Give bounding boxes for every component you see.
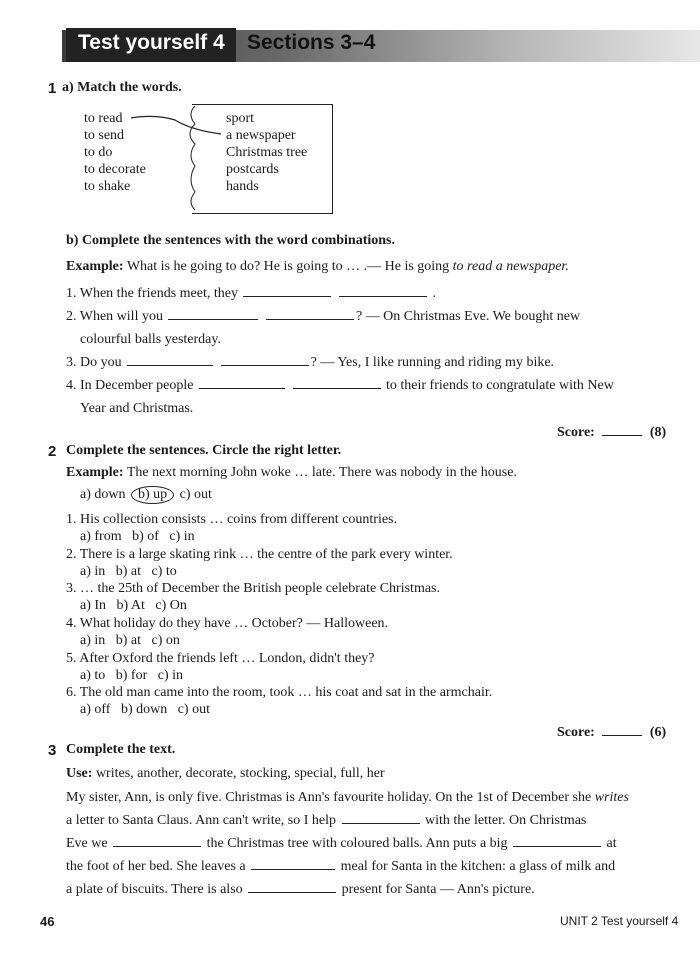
sentence-1-text: 1. When the friends meet, they [66, 286, 238, 301]
sentence-3-text-end: ? — Yes, I like running and riding my bike. [310, 355, 555, 370]
match-left-word: to read [84, 111, 123, 126]
exercise-3-instruction: Complete the text. [66, 742, 176, 757]
text-line-5-text: a plate of biscuits. There is also [66, 882, 243, 897]
option-c: c) out [179, 487, 212, 502]
exercise-3-word-bank [66, 766, 385, 782]
answer-blank[interactable] [248, 891, 336, 893]
text-line-2 [66, 813, 586, 829]
answer-blank[interactable] [293, 387, 381, 389]
unit-label: UNIT 2 Test yourself 4 [560, 914, 679, 928]
exercise-1-score [557, 425, 666, 441]
question-1-options[interactable]: a) from b) of c) in [80, 529, 195, 544]
exercise-2-example-options [80, 486, 212, 504]
answer-blank[interactable] [243, 295, 331, 297]
answer-blank[interactable] [113, 845, 201, 847]
exercise-1a-instruction: a) Match the words. [62, 80, 182, 95]
match-left-word: to do [84, 145, 113, 160]
answer-blank[interactable] [168, 318, 258, 320]
sentence-4-continuation: Year and Christmas. [80, 401, 194, 416]
score-blank[interactable] [602, 735, 642, 736]
answer-blank[interactable] [339, 295, 427, 297]
circled-option [131, 486, 174, 504]
question-2: 2. There is a large skating rink … the centre of the park every winter. [66, 547, 453, 562]
question-1: 1. His collection consists … coins from different countries. [66, 512, 398, 527]
score-max: (6) [649, 725, 667, 740]
answer-blank[interactable] [251, 868, 335, 870]
score-max: (8) [649, 425, 667, 440]
question-4-options[interactable]: a) in b) at c) on [80, 633, 180, 648]
match-right-word: sport [226, 111, 254, 126]
question-4: 4. What holiday do they have … October? — Halloween. [66, 616, 389, 631]
question-2-options[interactable]: a) in b) at c) to [80, 564, 177, 579]
text-line-3-text-mid: the Christmas tree with coloured balls. Ann puts a big [206, 836, 508, 851]
question-5: 5. After Oxford the friends left … London, didn't they? [66, 651, 375, 666]
exercise-1-number: 1 [48, 80, 57, 97]
text-line-2-text-end: with the letter. On Christmas [425, 813, 587, 828]
match-right-word: Christmas tree [226, 145, 308, 160]
example-label: Example: [66, 259, 124, 274]
exercise-1b-example [66, 259, 569, 275]
question-3-options[interactable]: a) In b) At c) On [80, 598, 187, 613]
match-right-column [226, 110, 307, 195]
sentence-2-text-end: ? — On Christmas Eve. We bought new [355, 309, 581, 324]
exercise-2-example [66, 465, 517, 481]
match-left-word: to send [84, 128, 125, 143]
answer-blank[interactable] [342, 822, 420, 824]
sentence-2-continuation: colourful balls yesterday. [80, 332, 221, 347]
question-3: 3. … the 25th of December the British people celebrate Christmas. [66, 581, 441, 596]
answer-blank[interactable] [266, 318, 354, 320]
answer-blank[interactable] [513, 845, 601, 847]
example-text: What is he going to do? He is going to … .— He is going [126, 259, 450, 274]
sentence-4 [66, 378, 614, 394]
text-line-4-text: the foot of her bed. She leaves a [66, 859, 246, 874]
example-label: Example: [66, 465, 124, 480]
question-6: 6. The old man came into the room, took … his coat and sat in the armchair. [66, 685, 493, 700]
page-number: 46 [40, 914, 55, 929]
text-line-3-text-end: at [606, 836, 617, 851]
score-label: Score: [557, 725, 595, 740]
text-line-4 [66, 859, 615, 875]
use-label: Use: [66, 766, 93, 781]
sentence-2-text: 2. When will you [66, 309, 163, 324]
text-line-1-example-word: writes [594, 790, 629, 805]
match-left-word: to decorate [84, 162, 146, 177]
question-6-options[interactable]: a) off b) down c) out [80, 702, 210, 717]
answer-blank[interactable] [221, 364, 309, 366]
match-connector-line [125, 104, 235, 214]
text-line-1-text: My sister, Ann, is only five. Christmas is Ann's favourite holiday. On the 1st of December she [66, 790, 592, 805]
sentence-1: 1. When the friends meet, they . [66, 286, 436, 301]
question-5-options[interactable]: a) to b) for c) in [80, 668, 184, 683]
text-line-1 [66, 790, 629, 806]
text-line-5-text-end: present for Santa — Ann's picture. [341, 882, 535, 897]
text-line-2-text: a letter to Santa Claus. Ann can't write, so I help [66, 813, 337, 828]
example-answer: to read a newspaper. [452, 259, 569, 274]
exercise-1b-instruction: b) Complete the sentences with the word combinations. [66, 233, 395, 248]
example-text: The next morning John woke … late. There was nobody in the house. [126, 465, 517, 480]
sections-subtitle: Sections 3–4 [247, 31, 376, 54]
option-a: a) down [80, 487, 126, 502]
exercise-3-number: 3 [48, 742, 57, 759]
text-line-3 [66, 836, 617, 852]
match-right-word: postcards [226, 162, 279, 177]
exercise-2-instruction: Complete the sentences. Circle the right letter. [66, 443, 342, 458]
match-left-word: to shake [84, 179, 131, 194]
sentence-3 [66, 355, 554, 371]
match-right-word: hands [226, 179, 259, 194]
text-line-4-text-end: meal for Santa in the kitchen: a glass of milk and [340, 859, 616, 874]
score-label: Score: [557, 425, 595, 440]
match-right-word: a newspaper [226, 128, 296, 143]
sentence-4-text-end: to their friends to congratulate with New [386, 378, 614, 393]
sentence-4-text: 4. In December people [66, 378, 194, 393]
text-line-3-text: Eve we [66, 836, 108, 851]
sentence-2 [66, 309, 580, 325]
text-line-5 [66, 882, 535, 898]
score-blank[interactable] [602, 435, 642, 436]
exercise-2-number: 2 [48, 443, 57, 460]
option-b: b) up [138, 487, 168, 502]
exercise-2-score [557, 725, 666, 741]
answer-blank[interactable] [127, 364, 213, 366]
use-words: writes, another, decorate, stocking, special, full, her [95, 766, 385, 781]
page-title: Test yourself 4 [78, 31, 225, 54]
answer-blank[interactable] [199, 387, 285, 389]
sentence-3-text: 3. Do you [66, 355, 122, 370]
